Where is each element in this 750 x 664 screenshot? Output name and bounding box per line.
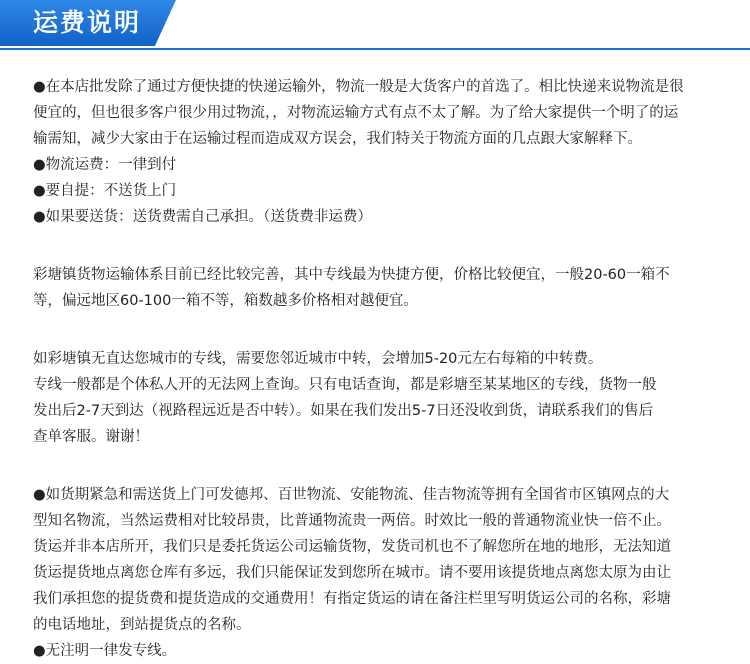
text-line: 便宜的，但也很多客户很少用过物流，，对物流运输方式有点不太了解。为了给大家提供一个明了的运 — [33, 105, 679, 121]
paragraph-intro — [33, 74, 723, 230]
text-line: 输需知，减少大家由于在运输过程而造成双方误会，我们特关于物流方面的几点跟大家解释下。 — [33, 131, 642, 147]
bullet-item: ●如货期紧急和需送货上门可发德邦、百世物流、安能物流、佳吉物流等拥有全国省市区镇网点的大 — [33, 487, 670, 503]
text-line: 发出后2-7天到达（视路程远近是否中转）。如果在我们发出5-7日还没收到货，请联系我们的售后 — [33, 403, 654, 419]
content-body — [33, 74, 723, 664]
page-title: 运费说明 — [33, 8, 142, 37]
bullet-item: ●如果要送货：送货费需自己承担。（送货费非运费） — [33, 209, 372, 225]
text-line: 查单客服。谢谢！ — [33, 429, 149, 445]
text-line: 如彩塘镇无直达您城市的专线，需要您邻近城市中转，会增加5-20元左右每箱的中转费。 — [33, 351, 603, 367]
text-line: 我们承担您的提货费和提货造成的交通费用！有指定货运的请在备注栏里写明货运公司的名称，彩塘 — [33, 591, 671, 607]
text-line: 等，偏远地区60-100一箱不等，箱数越多价格相对越便宜。 — [33, 293, 418, 309]
bullet-item: ●要自提：不送货上门 — [33, 183, 177, 199]
paragraph-transfer — [33, 346, 723, 450]
text-line: 彩塘镇货物运输体系目前已经比较完善，其中专线最为快捷方便，价格比较便宜，一般20-60一箱不 — [33, 267, 670, 283]
text-line: 型知名物流，当然运费相对比较昂贵，比普通物流贵一两倍。时效比一般的普通物流业快一倍不止。 — [33, 513, 671, 529]
paragraph-pricing — [33, 262, 723, 314]
text-line: 货运并非本店所开，我们只是委托货运公司运输货物，发货司机也不了解您所在地的地形，无法知道 — [33, 539, 671, 555]
text-line: 专线一般都是个体私人开的无法网上查询。只有电话查询，都是彩塘至某某地区的专线，货物一般 — [33, 377, 657, 393]
text-line: ●在本店批发除了通过方便快捷的快递运输外，物流一般是大货客户的首选了。相比快递来说物流是很 — [33, 79, 684, 95]
paragraph-urgent — [33, 482, 723, 664]
text-line: 的电话地址，到站提货点的名称。 — [33, 617, 251, 633]
bullet-item: ●物流运费：一律到付 — [33, 157, 177, 173]
text-line: 货运提货地点离您仓库有多远，我们只能保证发到您所在城市。请不要用该提货地点离您太原为由让 — [33, 565, 671, 581]
bullet-item: ●无注明一律发专线。 — [33, 643, 177, 659]
header-bar — [0, 0, 750, 50]
